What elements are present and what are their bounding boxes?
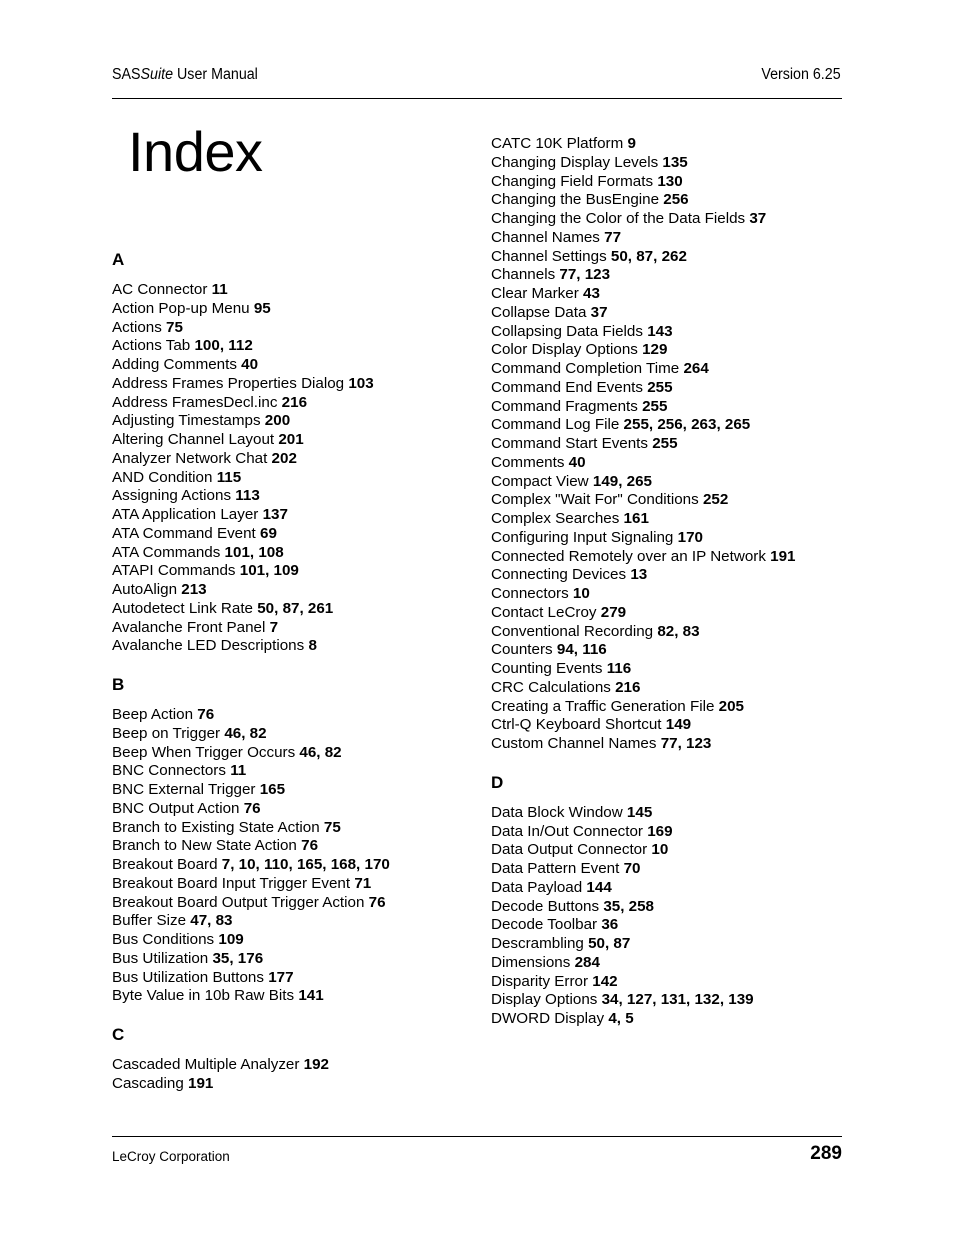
index-entry	[112, 469, 472, 488]
index-term: Creating a Traffic Generation File	[491, 697, 715, 715]
index-term: Ctrl-Q Keyboard Shortcut	[491, 716, 662, 734]
index-entry	[112, 562, 472, 581]
index-entry	[112, 800, 472, 819]
index-pages[interactable]: 35, 176	[212, 949, 264, 967]
index-entry	[112, 600, 472, 619]
index-pages[interactable]: 130	[657, 172, 683, 190]
index-term: Changing Display Levels	[491, 153, 659, 171]
index-entry	[491, 641, 851, 660]
index-pages[interactable]: 77	[604, 228, 622, 246]
index-pages[interactable]: 77, 123	[559, 266, 611, 284]
index-entry	[491, 529, 851, 548]
index-entry	[491, 191, 851, 210]
index-term: Autodetect Link Rate	[112, 599, 253, 617]
index-pages[interactable]: 109	[218, 931, 244, 948]
index-term: Decode Buttons	[491, 897, 600, 915]
index-pages[interactable]: 82, 83	[657, 622, 700, 640]
index-term: ATA Commands	[112, 543, 221, 561]
index-term: Data Pattern Event	[491, 860, 620, 877]
index-pages[interactable]: 202	[271, 449, 297, 467]
index-term: Configuring Input Signaling	[491, 528, 674, 546]
index-pages[interactable]: 7	[269, 618, 279, 636]
index-pages[interactable]: 170	[677, 528, 703, 546]
index-entry	[112, 987, 472, 1006]
index-term: Command Completion Time	[491, 360, 680, 377]
index-entry	[491, 585, 851, 604]
index-term: Descrambling	[491, 935, 584, 952]
index-term: DWORD Display	[491, 1010, 605, 1027]
index-pages[interactable]: 252	[702, 491, 729, 509]
index-term: Connected Remotely over an IP Network	[491, 547, 766, 565]
index-entry	[112, 337, 472, 356]
section-letter: D	[491, 772, 504, 792]
index-entry	[491, 860, 851, 879]
index-term: Color Display Options	[491, 341, 638, 359]
index-term: Connectors	[491, 585, 569, 602]
index-term: AND Condition	[112, 468, 213, 486]
index-term: Command Log File	[491, 416, 620, 434]
index-term: Breakout Board	[112, 856, 218, 873]
index-pages[interactable]: 101, 108	[224, 543, 284, 561]
index-pages[interactable]: 135	[662, 153, 688, 171]
index-entry	[112, 950, 472, 969]
index-term: Byte Value in 10b Raw Bits	[112, 987, 295, 1005]
index-term: Buffer Size	[112, 912, 187, 930]
index-entry	[112, 544, 472, 563]
index-entry	[491, 679, 851, 698]
index-term: Complex Searches	[491, 510, 620, 527]
index-term: Beep Action	[112, 706, 194, 723]
index-term: CATC 10K Platform	[491, 135, 624, 152]
index-pages[interactable]: 43	[583, 285, 600, 302]
index-entry	[112, 781, 472, 800]
index-entry	[112, 281, 472, 300]
index-pages[interactable]: 37	[749, 210, 767, 227]
index-term: Display Options	[491, 991, 598, 1009]
index-pages[interactable]: 141	[298, 987, 324, 1005]
index-entry	[112, 762, 472, 781]
index-pages[interactable]: 35, 258	[603, 897, 654, 915]
index-term: Avalanche LED Descriptions	[112, 637, 305, 655]
index-entry	[112, 706, 472, 725]
header-divider	[112, 98, 842, 99]
index-term: Address Frames Properties Dialog	[112, 374, 345, 392]
index-term: Beep When Trigger Occurs	[112, 743, 296, 761]
index-term: Data Payload	[491, 878, 583, 896]
index-entry	[491, 341, 851, 360]
index-pages[interactable]: 116	[606, 660, 632, 677]
index-term: ATAPI Commands	[112, 562, 236, 580]
index-pages[interactable]: 279	[600, 603, 627, 621]
index-term: BNC Connectors	[112, 762, 226, 780]
index-entry	[491, 135, 851, 154]
index-entry	[112, 875, 472, 894]
index-term: Beep on Trigger	[112, 724, 221, 742]
index-pages[interactable]: 75	[166, 318, 183, 336]
index-term: Cascading	[112, 1074, 184, 1092]
index-term: Clear Marker	[491, 285, 579, 302]
index-pages[interactable]: 50, 87	[588, 935, 631, 952]
index-entry	[491, 435, 851, 454]
index-entry	[491, 491, 851, 510]
index-term: Changing the BusEngine	[491, 191, 660, 209]
index-pages[interactable]: 76	[243, 799, 261, 817]
index-term: BNC Output Action	[112, 799, 240, 817]
index-pages[interactable]: 103	[348, 374, 374, 392]
index-column-left	[112, 250, 472, 1094]
index-entry	[112, 637, 472, 656]
index-entry	[112, 394, 472, 413]
index-pages[interactable]: 75	[323, 818, 341, 836]
index-term: Command Fragments	[491, 397, 638, 415]
index-entry	[491, 823, 851, 842]
index-term: Counters	[491, 641, 553, 659]
index-entry	[112, 619, 472, 638]
index-term: Changing Field Formats	[491, 172, 654, 190]
index-entry	[491, 1010, 851, 1029]
index-pages[interactable]: 34, 127, 131, 132, 139	[601, 991, 754, 1009]
index-term: Bus Conditions	[112, 931, 215, 948]
index-term: ATA Command Event	[112, 524, 256, 542]
index-entry	[491, 454, 851, 473]
index-term: Analyzer Network Chat	[112, 449, 268, 467]
index-pages[interactable]: 205	[718, 697, 744, 715]
index-entry	[491, 379, 851, 398]
index-pages[interactable]: 191	[188, 1074, 214, 1092]
index-entry	[112, 319, 472, 338]
index-entry	[112, 581, 472, 600]
index-pages[interactable]: 284	[574, 953, 600, 971]
index-term: Avalanche Front Panel	[112, 618, 266, 636]
index-pages[interactable]: 37	[590, 303, 608, 321]
index-term: Decode Toolbar	[491, 916, 598, 934]
index-pages[interactable]: 76	[301, 837, 319, 855]
index-term: Address FramesDecl.inc	[112, 393, 278, 411]
index-term: ATA Application Layer	[112, 506, 259, 523]
index-term: Altering Channel Layout	[112, 431, 275, 448]
page-number: 289	[810, 1143, 842, 1164]
index-pages[interactable]: 7, 10, 110, 165, 168, 170	[221, 856, 390, 873]
index-entry	[112, 819, 472, 838]
index-term: Connecting Devices	[491, 566, 627, 584]
index-pages[interactable]: 216	[615, 678, 641, 696]
index-entry	[112, 525, 472, 544]
index-term: Changing the Color of the Data Fields	[491, 210, 746, 227]
index-pages[interactable]: 46, 82	[224, 724, 267, 742]
index-entry	[491, 248, 851, 267]
index-pages[interactable]: 177	[268, 968, 294, 986]
index-term: Data Block Window	[491, 803, 623, 821]
index-pages[interactable]: 192	[303, 1056, 329, 1073]
index-entry	[491, 173, 851, 192]
company-name: LeCroy Corporation	[112, 1149, 230, 1164]
index-term: AC Connector	[112, 281, 208, 298]
index-entry	[112, 744, 472, 763]
index-pages[interactable]: 255	[652, 435, 678, 452]
index-entry	[112, 725, 472, 744]
index-pages[interactable]: 264	[683, 360, 709, 377]
index-entry	[491, 154, 851, 173]
index-pages[interactable]: 50, 87, 262	[610, 247, 687, 265]
index-pages[interactable]: 11	[211, 281, 228, 298]
index-pages[interactable]: 115	[216, 468, 242, 486]
index-pages[interactable]: 165	[259, 781, 286, 798]
index-pages[interactable]: 255	[647, 378, 673, 396]
index-term: Command Start Events	[491, 435, 648, 452]
index-term: CRC Calculations	[491, 678, 611, 696]
index-pages[interactable]: 169	[647, 822, 673, 840]
index-pages[interactable]: 201	[278, 431, 304, 448]
index-pages[interactable]: 213	[181, 581, 207, 598]
index-pages[interactable]: 76	[197, 706, 215, 723]
index-pages[interactable]: 94, 116	[556, 641, 607, 659]
index-entry	[491, 416, 851, 435]
index-term: Branch to Existing State Action	[112, 818, 320, 836]
index-entry	[112, 856, 472, 875]
index-entry	[491, 916, 851, 935]
index-entry	[491, 304, 851, 323]
index-pages[interactable]: 46, 82	[299, 743, 342, 761]
index-pages[interactable]: 191	[770, 547, 796, 565]
index-entry	[112, 969, 472, 988]
index-entry	[491, 935, 851, 954]
index-pages[interactable]: 36	[601, 916, 619, 934]
index-entry	[491, 623, 851, 642]
index-pages[interactable]: 40	[241, 356, 259, 373]
index-pages[interactable]: 10	[572, 585, 590, 602]
index-pages[interactable]: 50, 87, 261	[257, 599, 334, 617]
section-letter-spacer	[112, 1045, 472, 1056]
section-spacer	[491, 754, 851, 773]
index-pages[interactable]: 100, 112	[194, 337, 253, 355]
index-term: Comments	[491, 453, 565, 471]
index-term: Action Pop-up Menu	[112, 299, 250, 317]
index-term: Adjusting Timestamps	[112, 412, 261, 430]
index-entry	[112, 506, 472, 525]
version-label: Version 6.25	[761, 66, 841, 83]
index-pages[interactable]: 10	[651, 841, 669, 859]
index-entry	[491, 973, 851, 992]
index-pages[interactable]: 143	[647, 322, 673, 340]
page-title: Index	[128, 120, 263, 183]
page-header	[112, 66, 841, 86]
index-entry	[112, 1075, 472, 1094]
index-entry	[491, 841, 851, 860]
index-pages[interactable]: 161	[623, 510, 649, 527]
index-entry	[112, 894, 472, 913]
index-entry	[491, 360, 851, 379]
index-term: Contact LeCroy	[491, 603, 597, 621]
index-entry	[491, 548, 851, 567]
index-term: Branch to New State Action	[112, 837, 297, 855]
index-term: Data Output Connector	[491, 841, 648, 859]
index-term: Command End Events	[491, 378, 643, 396]
index-entry	[491, 266, 851, 285]
index-term: Breakout Board Input Trigger Event	[112, 874, 351, 892]
index-term: Data In/Out Connector	[491, 822, 643, 840]
section-letter: B	[112, 675, 125, 694]
index-pages[interactable]: 4, 5	[608, 1010, 634, 1027]
index-entry	[491, 879, 851, 898]
section-letter: C	[112, 1025, 125, 1044]
index-pages[interactable]: 129	[642, 341, 668, 359]
index-term: Channels	[491, 266, 556, 284]
index-entry	[491, 660, 851, 679]
section-letter-spacer	[112, 270, 472, 281]
index-term: AutoAlign	[112, 581, 178, 598]
index-pages[interactable]: 95	[253, 299, 271, 317]
index-entry	[112, 300, 472, 319]
index-term: Collapsing Data Fields	[491, 322, 643, 340]
section-letter: A	[112, 250, 125, 269]
index-column-right	[491, 135, 851, 1029]
index-pages[interactable]: 40	[568, 453, 586, 471]
index-entry	[491, 210, 851, 229]
index-term: Custom Channel Names	[491, 735, 657, 752]
index-term: Channel Names	[491, 228, 600, 246]
footer-divider	[112, 1136, 842, 1137]
index-pages[interactable]: 77, 123	[660, 735, 712, 752]
index-term: Complex "Wait For" Conditions	[491, 491, 699, 509]
index-term: Channel Settings	[491, 247, 607, 265]
index-term: Dimensions	[491, 953, 571, 971]
index-pages[interactable]: 149, 265	[592, 472, 652, 490]
section-spacer	[112, 656, 472, 675]
index-term: Compact View	[491, 472, 589, 490]
index-entry	[491, 510, 851, 529]
index-term: Cascaded Multiple Analyzer	[112, 1056, 300, 1073]
index-entry	[491, 229, 851, 248]
index-entry	[491, 323, 851, 342]
index-pages[interactable]: 149	[665, 716, 692, 734]
index-pages[interactable]: 47, 83	[190, 912, 233, 930]
index-entry	[491, 954, 851, 973]
index-pages[interactable]: 145	[626, 803, 653, 821]
index-pages[interactable]: 142	[592, 972, 618, 990]
index-entry	[491, 804, 851, 823]
index-pages[interactable]: 76	[368, 893, 386, 911]
section-letter-spacer	[491, 793, 851, 804]
index-pages[interactable]: 11	[230, 762, 247, 780]
index-entry	[491, 285, 851, 304]
index-term: Assigning Actions	[112, 487, 232, 505]
index-term: Counting Events	[491, 660, 603, 677]
section-spacer	[112, 1006, 472, 1025]
index-term: Conventional Recording	[491, 622, 654, 640]
index-entry	[491, 473, 851, 492]
index-entry	[491, 698, 851, 717]
index-entry	[112, 375, 472, 394]
index-pages[interactable]: 144	[586, 878, 612, 896]
index-term: Bus Utilization	[112, 949, 209, 967]
index-entry	[491, 898, 851, 917]
index-term: Adding Comments	[112, 356, 237, 373]
index-pages[interactable]: 255	[642, 397, 668, 415]
index-pages[interactable]: 137	[262, 506, 288, 523]
index-entry	[491, 991, 851, 1010]
index-pages[interactable]: 71	[354, 874, 372, 892]
index-entry	[112, 912, 472, 931]
section-letter-spacer	[112, 695, 472, 706]
index-entry	[112, 412, 472, 431]
index-entry	[112, 356, 472, 375]
index-entry	[491, 735, 851, 754]
index-entry	[491, 398, 851, 417]
index-entry	[112, 450, 472, 469]
index-pages[interactable]: 9	[627, 135, 636, 152]
index-pages[interactable]: 13	[630, 566, 648, 584]
index-term: Actions	[112, 318, 162, 336]
index-entry	[491, 716, 851, 735]
index-term: Bus Utilization Buttons	[112, 968, 264, 986]
index-entry	[491, 566, 851, 585]
index-pages[interactable]: 70	[623, 860, 641, 877]
index-term: BNC External Trigger	[112, 781, 256, 798]
manual-title: SASSuite User Manual	[112, 66, 258, 83]
index-pages[interactable]: 200	[264, 412, 291, 430]
index-term: Collapse Data	[491, 303, 587, 321]
index-entry	[491, 604, 851, 623]
index-pages[interactable]: 69	[260, 524, 277, 542]
index-entry	[112, 837, 472, 856]
index-term: Disparity Error	[491, 972, 589, 990]
index-pages[interactable]: 113	[235, 487, 260, 505]
index-pages[interactable]: 101, 109	[239, 562, 299, 580]
index-entry	[112, 487, 472, 506]
index-pages[interactable]: 256	[663, 191, 689, 209]
index-pages[interactable]: 255, 256, 263, 265	[623, 416, 751, 434]
index-pages[interactable]: 8	[308, 637, 317, 655]
index-entry	[112, 431, 472, 450]
index-term: Actions Tab	[112, 337, 191, 355]
index-entry	[112, 1056, 472, 1075]
index-entry	[112, 931, 472, 950]
index-pages[interactable]: 216	[281, 393, 308, 411]
index-term: Breakout Board Output Trigger Action	[112, 893, 365, 911]
